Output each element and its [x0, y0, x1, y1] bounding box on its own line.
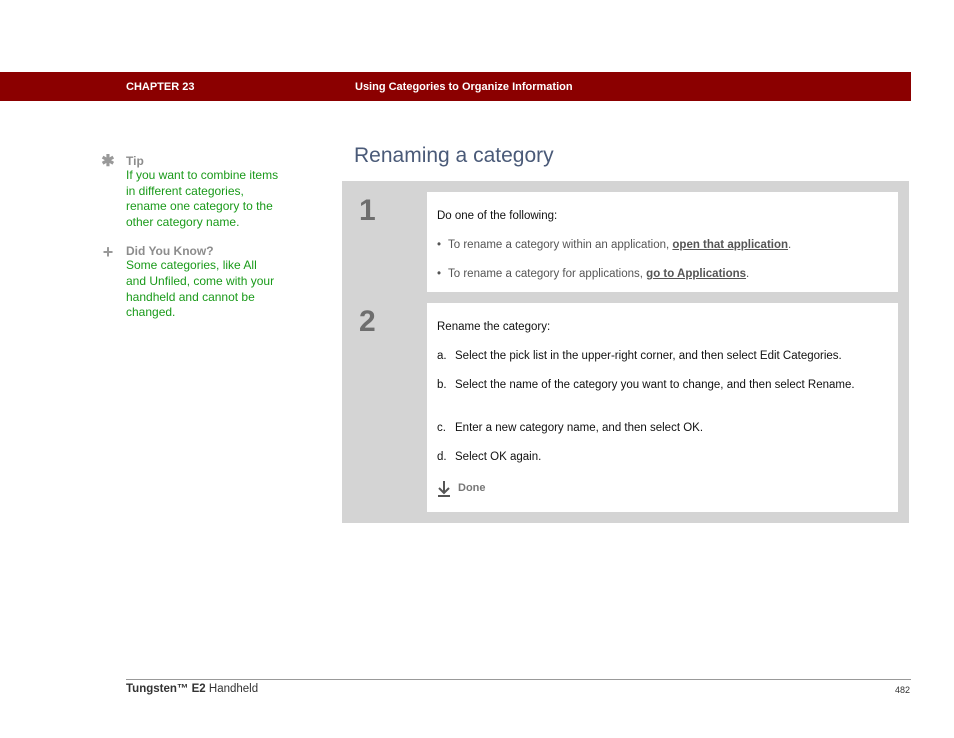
- down-arrow-icon: [437, 480, 451, 498]
- asterisk-icon: ✱: [101, 153, 115, 170]
- item-text: Select the name of the category you want to change, and then select Rename.: [455, 379, 855, 391]
- step-number-column: [353, 192, 427, 292]
- done-label: Done: [458, 482, 486, 494]
- step-2: [353, 303, 898, 512]
- list-item: [437, 350, 842, 362]
- done-marker: [437, 482, 486, 494]
- item-text: Select the pick list in the upper-right corner, and then select Edit Categories.: [455, 350, 842, 362]
- list-item: [437, 379, 875, 391]
- step-number: 1: [359, 194, 376, 227]
- item-label: b.: [437, 379, 447, 391]
- bullet-text: To rename a category for applications,: [448, 268, 647, 280]
- product-model: E2: [191, 683, 206, 695]
- open-that-application-link[interactable]: open that application: [672, 239, 789, 251]
- chapter-label: CHAPTER 23: [126, 81, 195, 93]
- did-you-know-text: Some categories, like All and Unfiled, come with your handheld and cannot be changed.: [126, 258, 275, 320]
- item-text: Select OK again.: [455, 451, 542, 463]
- list-item: [437, 422, 703, 434]
- list-item: [437, 268, 749, 280]
- did-you-know-heading: Did You Know?: [126, 244, 214, 259]
- go-to-applications-link[interactable]: go to Applications: [646, 268, 747, 280]
- list-item: [437, 451, 541, 463]
- tip-heading: Tip: [126, 154, 144, 168]
- item-text: Enter a new category name, and then select OK.: [455, 422, 704, 434]
- chapter-header-bar: [0, 72, 911, 101]
- item-label: c.: [437, 422, 446, 434]
- bullet-text: To rename a category within an application,: [448, 239, 673, 251]
- tip-text: If you want to combine items in different categories, rename one category to the other category name.: [126, 168, 279, 229]
- list-item: [437, 239, 791, 251]
- page-title: Renaming a category: [354, 144, 554, 167]
- steps-frame: [342, 181, 909, 523]
- item-label: a.: [437, 350, 447, 362]
- step-1: [353, 192, 898, 292]
- bullet-suffix: .: [746, 268, 750, 280]
- step-intro: Rename the category:: [437, 321, 551, 333]
- step-intro: Do one of the following:: [437, 210, 558, 222]
- step-number-column: [353, 303, 427, 512]
- step-number: 2: [359, 305, 376, 338]
- did-you-know-block: [100, 244, 280, 320]
- footer-divider: [126, 679, 911, 680]
- bullet-suffix: .: [788, 239, 792, 251]
- sidebar: [100, 150, 280, 335]
- product-brand: Tungsten™: [126, 683, 189, 695]
- item-label: d.: [437, 451, 447, 463]
- footer-product-name: [126, 683, 258, 695]
- product-suffix: Handheld: [208, 683, 259, 695]
- tip-block: [100, 154, 280, 230]
- chapter-title: Using Categories to Organize Information: [355, 81, 573, 93]
- plus-icon: +: [102, 242, 114, 263]
- page-number: 482: [895, 685, 911, 695]
